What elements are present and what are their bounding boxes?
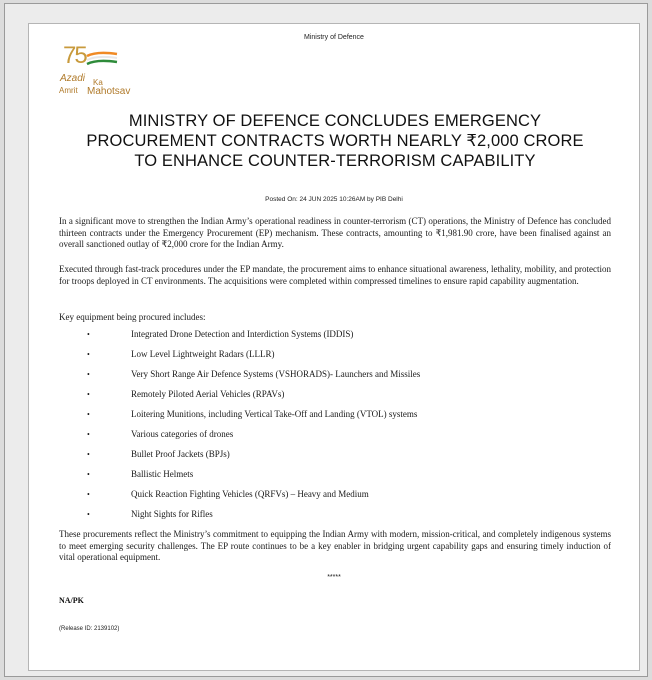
release-id: (Release ID: 2139102) — [59, 626, 120, 632]
equipment-intro: Key equipment being procured includes: — [59, 312, 206, 322]
page-title — [49, 111, 621, 171]
logo-azadi: Azadi — [60, 73, 86, 84]
press-release-page — [28, 23, 640, 671]
bullet: • — [87, 370, 90, 379]
logo-mahotsav: Mahotsav — [87, 86, 131, 97]
signature: NA/PK — [59, 596, 84, 605]
logo-ka: Ka — [93, 78, 103, 87]
title-line: TO ENHANCE COUNTER-TERRORISM CAPABILITY — [134, 152, 536, 170]
bullet: • — [87, 470, 90, 479]
bullet: • — [87, 410, 90, 419]
list-item-text: Remotely Piloted Aerial Vehicles (RPAVs) — [131, 389, 285, 399]
bullet: • — [87, 330, 90, 339]
logo-number: 75 — [63, 42, 86, 69]
list-item — [59, 369, 611, 389]
list-item-text: Low Level Lightweight Radars (LLLR) — [131, 349, 275, 359]
list-item — [59, 349, 611, 369]
list-item — [59, 409, 611, 429]
ministry-header: Ministry of Defence — [304, 34, 364, 41]
list-item-text: Ballistic Helmets — [131, 469, 194, 479]
list-item-text: Night Sights for Rifles — [131, 509, 213, 519]
list-item — [59, 429, 611, 449]
bullet: • — [87, 350, 90, 359]
bullet: • — [87, 450, 90, 459]
list-item — [59, 489, 611, 509]
separator-stars: ***** — [327, 574, 341, 581]
bullet: • — [87, 430, 90, 439]
equipment-list — [59, 329, 611, 529]
posted-on: Posted On: 24 JUN 2025 10:26AM by PIB Delhi — [265, 196, 403, 203]
list-item — [59, 389, 611, 409]
list-item — [59, 509, 611, 529]
title-line: MINISTRY OF DEFENCE CONCLUDES EMERGENCY — [128, 112, 542, 130]
bullet: • — [87, 510, 90, 519]
closing-paragraph: These procurements reflect the Ministry’s commitment to equipping the Indian Army with modern, mission-critical, and completely indigenous systems to meet emerging security challenges. The EP route continues to be a key enabler in bridging urgent capability gaps and ensuring timely induction of vital operational equipment. — [59, 529, 611, 562]
list-item — [59, 329, 611, 349]
list-item-text: Loitering Munitions, including Vertical Take-Off and Landing (VTOL) systems — [131, 409, 418, 419]
title-line: PROCUREMENT CONTRACTS WORTH NEARLY ₹2,000 CRORE — [86, 132, 584, 150]
list-item-text: Bullet Proof Jackets (BPJs) — [131, 449, 230, 459]
list-item — [59, 469, 611, 489]
bullet: • — [87, 490, 90, 499]
bullet: • — [87, 390, 90, 399]
list-item-text: Integrated Drone Detection and Interdiction Systems (IDDIS) — [131, 329, 354, 339]
logo-amrit: Amrit — [59, 86, 78, 95]
screenshot-frame — [4, 3, 648, 677]
list-item — [59, 449, 611, 469]
procedure-paragraph: Executed through fast-track procedures under the EP mandate, the procurement aims to enhance situational awareness, lethality, mobility, and protection for troops deployed in CT environments. The acquisitions were completed within compressed timelines to ensure rapid capability augmentation. — [59, 264, 611, 286]
list-item-text: Various categories of drones — [131, 429, 234, 439]
azadi-ka-amrit-mahotsav-logo — [60, 42, 132, 100]
list-item-text: Very Short Range Air Defence Systems (VSHORADS)- Launchers and Missiles — [131, 369, 421, 379]
intro-paragraph: In a significant move to strengthen the Indian Army’s operational readiness in counter-terrorism (CT) operations, the Ministry of Defence has concluded thirteen contracts under the Emergency Procurement (EP) mechanism. These contracts, amounting to ₹1,981.90 crore, have been finalised against an overall sanctioned outlay of ₹2,000 crore for the Indian Army. — [59, 216, 611, 249]
list-item-text: Quick Reaction Fighting Vehicles (QRFVs) – Heavy and Medium — [131, 489, 369, 499]
tricolor-flag-icon — [85, 51, 119, 67]
